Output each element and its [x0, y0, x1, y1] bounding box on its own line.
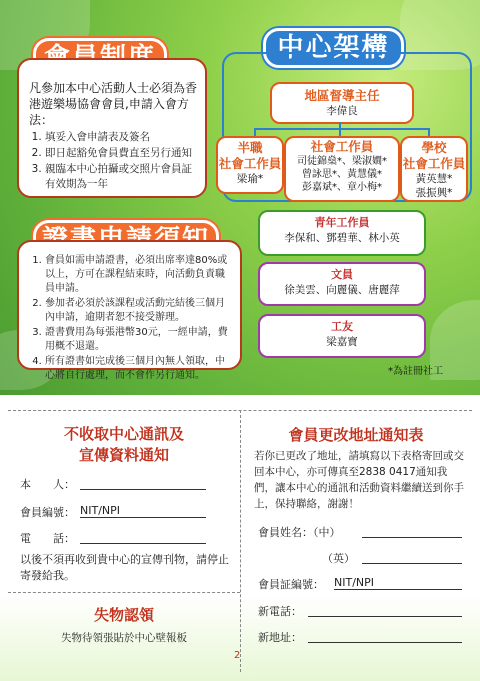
address-phone-label: 新電話：	[258, 605, 302, 618]
org-supervisor	[270, 82, 414, 124]
connector	[254, 128, 430, 130]
membership-lead: 凡參加本中心活動人士必須為香港遊樂場協會會員,申請入會方法：	[29, 81, 198, 127]
org-supervisor-names: 李偉良	[326, 105, 358, 117]
org-worker-names: 梁嘉寶	[326, 336, 358, 348]
address-intro: 若你已更改了地址，請填寫以下表格寄回或交回本中心，亦可傳真至2838 0417通知我們，讓本中心的通訊和活動資料繼續送到你手上，保持聯絡，謝謝！	[254, 450, 464, 510]
address-addr-label: 新地址：	[258, 631, 302, 644]
lost-title: 失物認領	[93, 606, 154, 624]
org-parttime-names: 梁瑜*	[236, 173, 264, 185]
optout-note: 以後不須再收到貴中心的宣傳刊物，請停止寄發給我。	[20, 553, 229, 582]
certificate-item: 1. 會員如需申請證書，必須出席率達80%或以上，方可在課程結束時，向活動負責職員申請。	[45, 254, 232, 296]
address-addr-field[interactable]	[308, 642, 462, 643]
address-phone-field[interactable]	[308, 616, 462, 617]
membership-step: 1. 填妥入會申請表及簽名	[45, 130, 197, 145]
page-number: 2	[234, 650, 241, 661]
divider	[8, 592, 240, 593]
org-social-role: 社會工作員	[310, 139, 374, 154]
org-school-names: 黃英慧* 張振興*	[415, 173, 453, 199]
certificate-items	[29, 254, 232, 383]
org-clerk-names: 徐美雲、向麗儀、唐麗萍	[284, 284, 400, 296]
org-youth	[258, 210, 426, 256]
membership-panel	[17, 58, 207, 198]
connector	[339, 128, 341, 136]
membership-steps	[29, 130, 197, 192]
optout-member-value: NIT/NPI	[80, 504, 121, 517]
address-name-en-label: （英）	[322, 552, 355, 565]
org-school-role: 學校 社會工作員	[402, 140, 466, 171]
optout-member-field[interactable]	[80, 517, 206, 518]
org-social	[284, 136, 400, 202]
address-member-field[interactable]	[334, 589, 462, 590]
address-member-value: NIT/NPI	[334, 576, 375, 589]
org-worker-role: 工友	[331, 320, 353, 333]
certificate-item: 3. 證書費用為每張港幣30元，一經申請，費用概不退還。	[45, 326, 232, 354]
org-parttime-role: 半職 社會工作員	[218, 140, 282, 171]
org-clerk	[258, 262, 426, 306]
connector	[428, 128, 430, 136]
org-worker	[258, 314, 426, 358]
optout-name-field[interactable]	[80, 489, 206, 490]
org-school	[400, 136, 468, 202]
optout-name-label: 本 人：	[20, 478, 75, 491]
optout-member-label: 會員編號：	[20, 506, 75, 519]
address-name-en-field[interactable]	[362, 563, 462, 564]
membership-step: 2. 即日起豁免會員費直至另行通知	[45, 146, 197, 161]
address-name-cn-label: 會員姓名：（中）	[258, 526, 341, 539]
lost-text: 失物待領張貼於中心壁報板	[61, 632, 187, 644]
certificate-item: 4. 所有證書如完成後三個月內無人領取，中心將自行處理，而不會作另行通知。	[45, 355, 232, 383]
certificate-panel	[17, 240, 242, 381]
address-title: 會員更改地址通知表	[288, 426, 424, 444]
optout-phone-field[interactable]	[80, 543, 206, 544]
org-title: 中心架構	[263, 28, 404, 68]
certificate-item: 2. 參加者必須於該課程或活動完結後三個月內申請，逾期者恕不接受辦理。	[45, 297, 232, 325]
divider	[240, 410, 241, 672]
org-youth-role: 青年工作員	[314, 216, 370, 229]
optout-phone-label: 電 話：	[20, 532, 75, 545]
org-parttime	[216, 136, 284, 194]
org-supervisor-role: 地區督導主任	[304, 88, 380, 103]
optout-title: 不收取中心通訊及 宣傳資料通知	[63, 425, 184, 464]
address-name-cn-field[interactable]	[362, 537, 462, 538]
membership-step: 3. 親臨本中心拍攝或交照片會員証有效期為一年	[45, 162, 197, 192]
org-footnote: *為註冊社工	[388, 366, 443, 377]
org-social-names: 司徒錦燊*、梁淑嫺* 曾詠思*、黃慧儀* 彭嘉斌*、章小梅*	[297, 156, 387, 193]
address-member-label: 會員証編號：	[258, 578, 324, 591]
connector	[254, 128, 256, 136]
org-youth-names: 李保和、鄧碧華、林小英	[284, 232, 400, 244]
org-clerk-role: 文員	[331, 268, 353, 281]
